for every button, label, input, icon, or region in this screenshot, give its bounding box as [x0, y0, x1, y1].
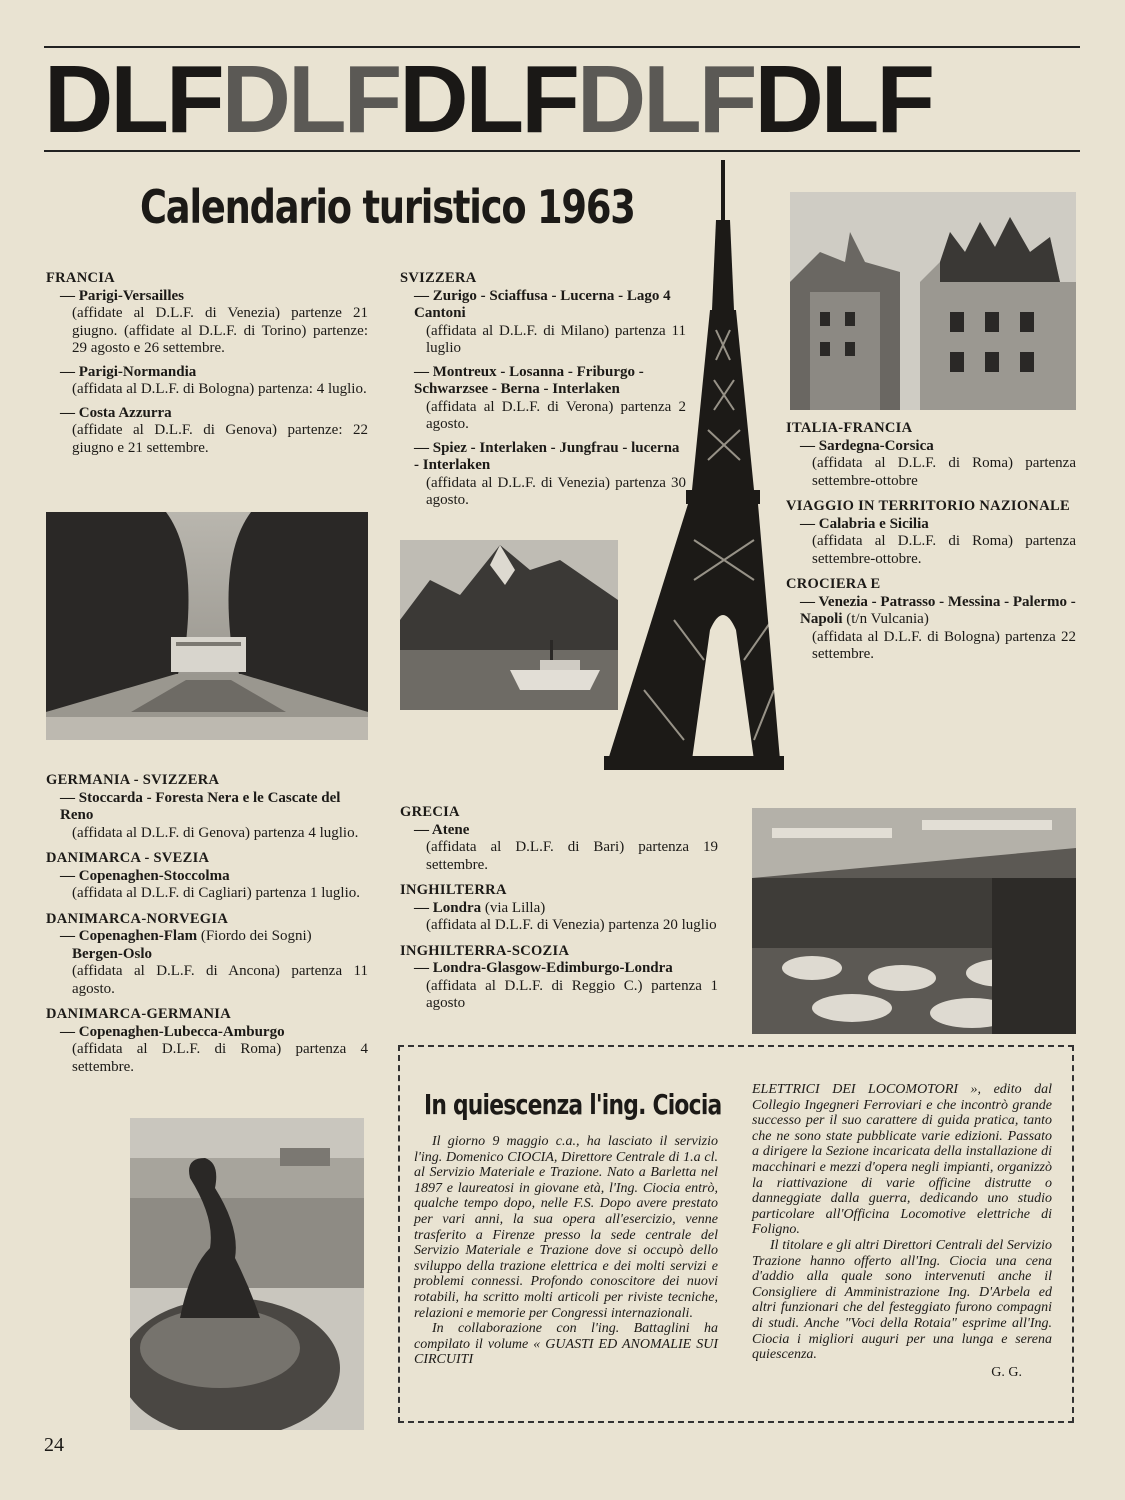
route-title: — Copenaghen-Lubecca-Amburgo: [60, 1023, 285, 1040]
route-detail: (affidata al D.L.F. di Bologna) partenza: 4 luglio.: [72, 381, 367, 397]
country-heading: INGHILTERRA: [400, 882, 507, 898]
paragraph: ELETTRICI DEI LOCOMOTORI », edito dal Collegio Ingegneri Ferroviari e che incontrò grande successo per il suo carattere di guida pratica, tanto che ne sono state pubblicate varie edizioni. Passato a dirigere la Sezione incaricata della installazione di macchinari e mezzi d'opera negli impianti, organizzò la riattivazione di varie officine distrutte o danneggiate dalla guerra, dedicando uno studio particolare all'Officina Locomotive elettriche di Foligno.: [752, 1082, 1052, 1238]
eiffel-tower-illustration: [604, 160, 784, 780]
route-detail: (affidata al D.L.F. di Ancona) partenza 11 agosto.: [72, 963, 368, 997]
country-heading: DANIMARCA-NORVEGIA: [46, 910, 229, 927]
lake-photo: [400, 540, 618, 710]
ship-dining-photo: [752, 808, 1076, 1034]
route-detail: (affidata al D.L.F. di Verona) partenza 2 agosto.: [426, 398, 686, 432]
paragraph: Il giorno 9 maggio c.a., ha lasciato il servizio l'ing. Domenico CIOCIA, Direttore Centrale di 1.a cl. al Servizio Materiale e Trazione. Nato a Barletta nel 1897 e laureatosi in giovane età, l'Ing. Ciocia entrò, qualche tempo dopo, nelle F.S. Dopo avere prestato per vari anni, la sua opera all'esercizio, venne trasferito a Firenze presso la sede centrale del Servizio Materiale e Trazione dove si occupò dello sviluppo della trazione elettrica e dei molti servizi e problemi connessi. Profondo conoscitore dei nuovi rotabili, ha scritto molti articoli per riviste tecniche, relazioni e memorie per Congressi internazionali.: [414, 1134, 718, 1321]
route-title: — Venezia - Patrasso - Messina - Palermo - Napoli (t/n Vulcania): [800, 593, 1076, 627]
paragraph: Il titolare e gli altri Direttori Centrali del Servizio Trazione hanno offerto all'Ing. Ciocia una cena d'addio alla quale sono intervenuti anche il Consigliere di Amministrazione Ing. D'Arbela ed altri funzionari che del festeggiato furono compagni di studi. Anche "Voci della Rotaia" esprime all'Ing. Ciocia i migliori auguri per una lunga e serena quiescenza.: [752, 1237, 1052, 1363]
page-title: Calendario turistico 1963: [140, 180, 635, 234]
mermaid-photo: [130, 1118, 364, 1430]
country-heading: ITALIA-FRANCIA: [786, 420, 913, 436]
route-detail: (affidata al D.L.F. di Cagliari) partenza 1 luglio.: [72, 885, 361, 901]
route-detail: (affidata al D.L.F. di Roma) partenza settembre-ottobre: [812, 455, 1076, 489]
paragraph: In collaborazione con l'ing. Battaglini ha compilato il volume « GUASTI ED ANOMALIE SUI CIRCUITI: [414, 1321, 718, 1368]
country-heading: FRANCIA: [46, 270, 115, 286]
masthead: DLFDLFDLFDLFDLF: [44, 54, 933, 146]
top-rule: [44, 46, 1080, 48]
route-detail: (affidata al D.L.F. di Roma) partenza settembre-ottobre.: [812, 533, 1076, 567]
route-title: — Montreux - Losanna - Friburgo - Schwarzsee - Berna - Interlaken: [414, 363, 644, 397]
country-heading: SVIZZERA: [400, 270, 477, 286]
route-detail: (affidata al D.L.F. di Roma) partenza 4 settembre.: [72, 1041, 368, 1075]
quiescenza-text-right: [752, 1082, 1052, 1380]
country-heading: VIAGGIO IN TERRITORIO NAZIONALE: [786, 498, 1070, 514]
country-heading: GERMANIA - SVIZZERA: [46, 772, 220, 788]
quiescenza-text-left: [414, 1134, 718, 1368]
route-title: — Londra-Glasgow-Edimburgo-Londra: [414, 960, 673, 976]
route-detail: (affidata al D.L.F. di Genova) partenza 4 luglio.: [72, 824, 359, 841]
route-detail: (affidata al D.L.F. di Bologna) partenza 22 settembre.: [812, 628, 1076, 662]
mid-col-bottom: [400, 796, 718, 1019]
route-detail: (affidata al D.L.F. di Bari) partenza 19 settembre.: [426, 839, 718, 873]
route-title: Bergen-Oslo: [72, 945, 152, 962]
versailles-photo: [46, 512, 368, 740]
quiescenza-title: In quiescenza l'ing. Ciocia: [424, 1088, 722, 1121]
left-col-top: [46, 262, 368, 463]
route-title: — Sardegna-Corsica: [800, 437, 934, 454]
route-title: — Zurigo - Sciaffusa - Lucerna - Lago 4 Cantoni: [414, 287, 671, 321]
country-heading: CROCIERA E: [786, 576, 881, 592]
left-col-bottom: [46, 764, 368, 1082]
page-number: 24: [44, 1434, 64, 1456]
route-title: — Londra (via Lilla): [414, 899, 546, 916]
route-detail: (affidate al D.L.F. di Venezia) partenze 21 giugno. (affidate al D.L.F. di Torino) partenze: 29 agosto e 26 settembre.: [72, 305, 368, 356]
route-title: — Stoccarda - Foresta Nera e le Cascate del Reno: [60, 789, 341, 823]
route-title: — Parigi-Versailles: [60, 287, 185, 304]
route-title: — Spiez - Interlaken - Jungfrau - lucerna - Interlaken: [414, 439, 680, 473]
country-heading: GRECIA: [400, 804, 460, 820]
route-detail: (affidata al D.L.F. di Venezia) partenza 20 luglio: [426, 917, 717, 933]
route-detail: (affidata al D.L.F. di Milano) partenza 11 luglio: [426, 322, 686, 356]
route-title: — Copenaghen-Stoccolma: [60, 867, 230, 884]
town-photo: [790, 192, 1076, 410]
route-title: — Parigi-Normandia: [60, 363, 197, 380]
right-col: [786, 412, 1076, 670]
country-heading: DANIMARCA - SVEZIA: [46, 850, 210, 866]
country-heading: DANIMARCA-GERMANIA: [46, 1006, 232, 1022]
route-title: — Costa Azzurra: [60, 404, 172, 421]
route-detail: (affidata al D.L.F. di Venezia) partenza 30 agosto.: [426, 474, 686, 508]
route-title: — Calabria e Sicilia: [800, 515, 929, 532]
route-title: — Copenaghen-Flam (Fiordo dei Sogni): [60, 928, 312, 944]
masthead-bottom-rule: [44, 150, 1080, 152]
route-detail: (affidata al D.L.F. di Reggio C.) partenza 1 agosto: [426, 977, 718, 1011]
route-detail: (affidate al D.L.F. di Genova) partenze: 22 giugno e 21 settembre.: [72, 422, 368, 456]
country-heading: INGHILTERRA-SCOZIA: [400, 942, 570, 959]
signature: G. G.: [991, 1364, 1022, 1380]
route-title: — Atene: [414, 821, 470, 838]
